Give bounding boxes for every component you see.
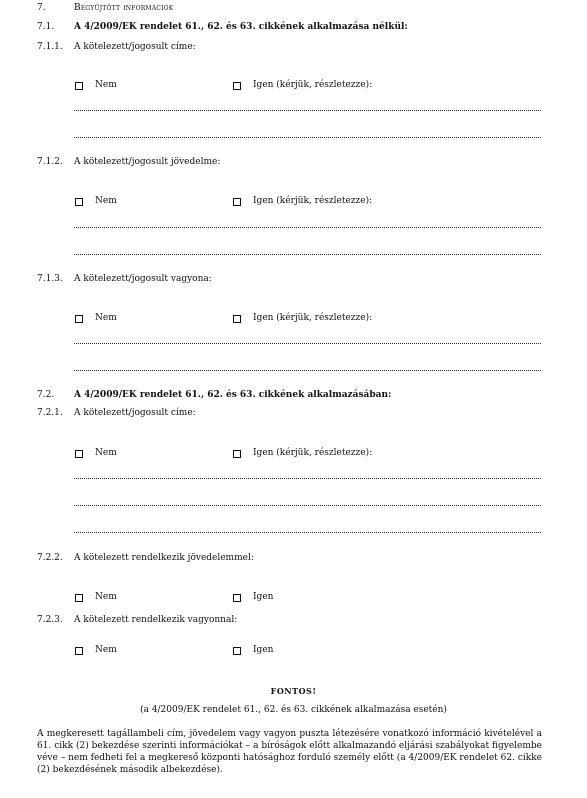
answer-line-7-2-1-b[interactable]: [74, 505, 541, 506]
checkbox-7-2-3-no[interactable]: [75, 647, 83, 655]
checkbox-7-1-1-yes-label: Igen (kérjük, részletezze):: [253, 80, 373, 90]
checkbox-7-2-2-yes[interactable]: [233, 594, 241, 602]
checkbox-7-2-3-yes[interactable]: [233, 647, 241, 655]
checkbox-7-1-2-yes-label: Igen (kérjük, részletezze):: [253, 196, 373, 206]
checkbox-7-2-2-no[interactable]: [75, 594, 83, 602]
checkbox-7-1-1-yes[interactable]: [233, 82, 241, 90]
answer-line-7-1-3-a[interactable]: [74, 343, 541, 344]
checkbox-7-2-3-no-label: Nem: [95, 645, 117, 655]
checkbox-7-1-3-yes-label: Igen (kérjük, részletezze):: [253, 313, 373, 323]
answer-line-7-2-1-c[interactable]: [74, 532, 541, 533]
question-7-1-3-number: 7.1.3.: [37, 274, 63, 284]
subsection-7-2-title: A 4/2009/EK rendelet 61., 62. és 63. cikkének alkalmazásában:: [74, 390, 392, 400]
question-7-2-2-number: 7.2.2.: [37, 553, 63, 563]
subsection-7-1-title: A 4/2009/EK rendelet 61., 62. és 63. cikkének alkalmazása nélkül:: [74, 22, 408, 32]
question-7-2-3-number: 7.2.3.: [37, 615, 63, 625]
answer-line-7-1-1-a[interactable]: [74, 110, 541, 111]
answer-line-7-1-2-b[interactable]: [74, 254, 541, 255]
checkbox-7-2-1-yes-label: Igen (kérjük, részletezze):: [253, 448, 373, 458]
notice-subtitle: (a 4/2009/EK rendelet 61., 62. és 63. cikkének alkalmazása esetén): [140, 705, 447, 715]
checkbox-7-1-3-no-label: Nem: [95, 313, 117, 323]
checkbox-7-2-3-yes-label: Igen: [253, 645, 274, 655]
answer-line-7-1-3-b[interactable]: [74, 370, 541, 371]
section-title: Begyűjtött információk: [74, 3, 174, 13]
checkbox-7-1-3-no[interactable]: [75, 315, 83, 323]
checkbox-7-1-2-yes[interactable]: [233, 198, 241, 206]
checkbox-7-2-1-no-label: Nem: [95, 448, 117, 458]
question-7-1-3-label: A kötelezett/jogosult vagyona:: [74, 274, 212, 284]
checkbox-7-1-2-no[interactable]: [75, 198, 83, 206]
notice-title: FONTOS!: [270, 686, 317, 696]
checkbox-7-2-2-yes-label: Igen: [253, 592, 274, 602]
answer-line-7-1-2-a[interactable]: [74, 227, 541, 228]
answer-line-7-2-1-a[interactable]: [74, 478, 541, 479]
question-7-1-2-label: A kötelezett/jogosult jövedelme:: [74, 157, 221, 167]
checkbox-7-1-3-yes[interactable]: [233, 315, 241, 323]
section-number: 7.: [37, 3, 46, 13]
answer-line-7-1-1-b[interactable]: [74, 137, 541, 138]
checkbox-7-1-1-no-label: Nem: [95, 80, 117, 90]
question-7-2-1-label: A kötelezett/jogosult címe:: [74, 408, 196, 418]
question-7-1-1-number: 7.1.1.: [37, 42, 63, 52]
notice-body: A megkeresett tagállambeli cím, jövedelem vagy vagyon puszta létezésére vonatkozó információ kivételével a 61. cikk (2) bekezdése szerinti információkat – a bíróságok előtt alkalmazandó eljárási szabályokat figyelembe véve – nem fedheti fel a megkereső központi hatósághoz forduló személy előtt (a 4/2009/EK rendelet 62. cikke (2) bekezdésének második albekezdése).: [37, 729, 542, 775]
subsection-7-1-number: 7.1.: [37, 22, 55, 32]
question-7-2-3-label: A kötelezett rendelkezik vagyonnal:: [74, 615, 238, 625]
checkbox-7-1-2-no-label: Nem: [95, 196, 117, 206]
subsection-7-2-number: 7.2.: [37, 390, 55, 400]
checkbox-7-2-1-no[interactable]: [75, 450, 83, 458]
question-7-2-1-number: 7.2.1.: [37, 408, 63, 418]
question-7-1-1-label: A kötelezett/jogosult címe:: [74, 42, 196, 52]
checkbox-7-2-1-yes[interactable]: [233, 450, 241, 458]
question-7-2-2-label: A kötelezett rendelkezik jövedelemmel:: [74, 553, 254, 563]
checkbox-7-1-1-no[interactable]: [75, 82, 83, 90]
checkbox-7-2-2-no-label: Nem: [95, 592, 117, 602]
question-7-1-2-number: 7.1.2.: [37, 157, 63, 167]
